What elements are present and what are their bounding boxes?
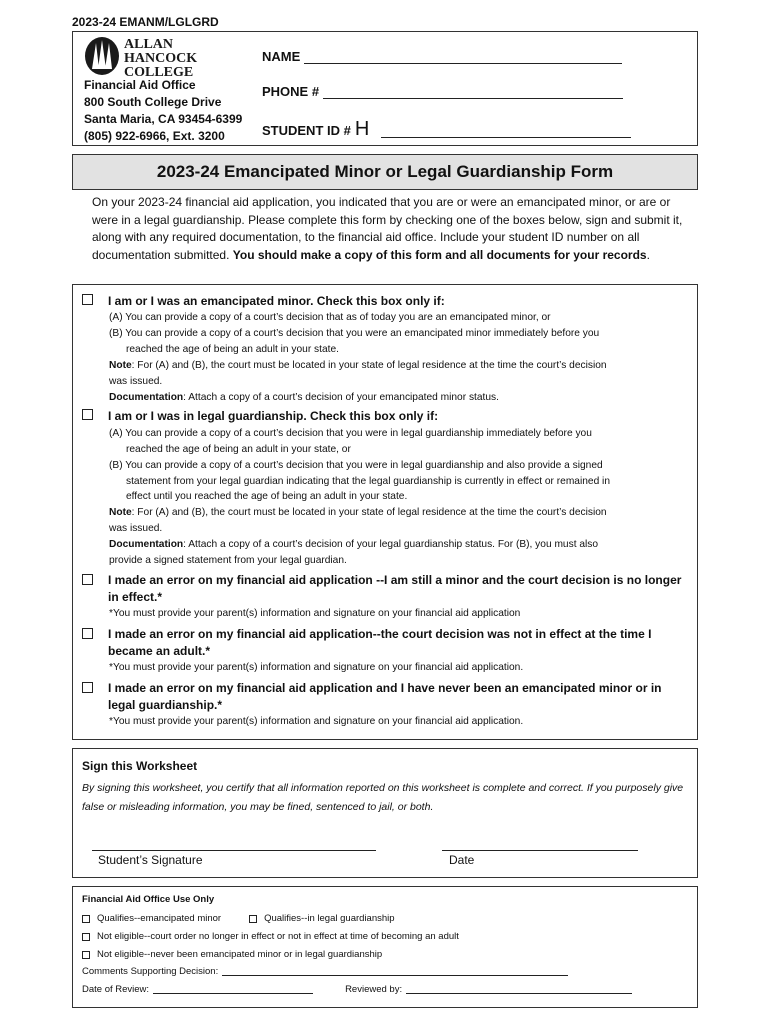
guardianship-b1: (B) You can provide a copy of a court’s decision that you were in legal guardianship and also provide a signed [109, 460, 603, 471]
office-name: Financial Aid Office [84, 78, 196, 92]
logo-mark-icon [85, 37, 119, 75]
note-text: : For (A) and (B), the court must be located in your state of legal residence at the time the court’s decision [131, 360, 607, 371]
error-still-minor-checkbox[interactable] [82, 574, 93, 585]
student-id-field[interactable] [381, 124, 631, 138]
emancipated-title: I am or I was an emancipated minor. Check this box only if: [108, 294, 445, 308]
emancipated-note [109, 358, 693, 374]
comments-label: Comments Supporting Decision: [82, 966, 219, 977]
logo-line-2: HANCOCK [124, 51, 198, 66]
name-label: NAME [262, 49, 301, 64]
error-never-checkbox[interactable] [82, 682, 93, 693]
office-row-not-eligible-2 [82, 949, 382, 960]
emancipated-doc [109, 390, 693, 406]
guardianship-doc [109, 537, 693, 553]
name-field-row [262, 49, 622, 64]
guardianship-b2: statement from your legal guardian indicating that the legal guardianship is currently in effect or remained in [126, 476, 610, 487]
office-row-comments [82, 966, 568, 977]
office-city: Santa Maria, CA 93454-6399 [84, 112, 243, 126]
error-not-in-effect-checkbox[interactable] [82, 628, 93, 639]
office-phone: (805) 922-6966, Ext. 3200 [84, 129, 225, 143]
date-of-review-field[interactable] [153, 985, 313, 994]
error-never-title: I made an error on my financial aid application and I have never been an emancipated minor or in legal guardianship.* [108, 681, 662, 712]
error-never-note: *You must provide your parent(s) information and signature on your financial aid application. [109, 716, 524, 727]
form-code: 2023-24 EMANM/LGLGRD [72, 15, 219, 29]
note-label: Note [109, 507, 132, 518]
not-eligible-never-label: Not eligible--never been emancipated minor or in legal guardianship [97, 949, 383, 960]
emancipated-a: (A) You can provide a copy of a court’s decision that as of today you are an emancipated minor, or [109, 312, 551, 323]
qualifies-guardianship-checkbox[interactable] [249, 915, 257, 923]
sign-title: Sign this Worksheet [82, 759, 198, 773]
student-signature-field[interactable] [92, 850, 376, 851]
qualifies-guardianship-label: Qualifies--in legal guardianship [264, 913, 395, 924]
office-street: 800 South College Drive [84, 95, 222, 109]
phone-field-row [262, 84, 623, 99]
guardianship-doc-cont: provide a signed statement from your legal guardian. [109, 555, 347, 566]
intro-bold: You should make a copy of this form and all documents for your records [232, 247, 647, 262]
office-row-not-eligible-1 [82, 931, 459, 942]
phone-label: PHONE # [262, 84, 320, 99]
office-row-review [82, 984, 632, 995]
not-eligible-never-checkbox[interactable] [82, 951, 90, 959]
intro-end: . [646, 247, 650, 262]
intro-paragraph [92, 194, 692, 264]
date-field[interactable] [442, 850, 638, 851]
emancipated-checkbox[interactable] [82, 294, 93, 305]
guardianship-note-cont: was issued. [109, 523, 163, 534]
emancipated-b1: (B) You can provide a copy of a court’s decision that you were an emancipated minor immediately before you [109, 328, 600, 339]
logo-line-3: COLLEGE [124, 65, 194, 77]
sign-certification: By signing this worksheet, you certify that all information reported on this worksheet is complete and correct. If you purposely give false or misleading information, you may be fined, sentenced to jail, or both. [82, 782, 684, 813]
doc-text: : Attach a copy of a court’s decision of your legal guardianship status. For (B), you must also [183, 539, 599, 550]
name-field[interactable] [304, 50, 622, 64]
phone-field[interactable] [323, 85, 623, 99]
error-not-in-effect-title: I made an error on my financial aid application--the court decision was not in effect at the time I became an adult.* [108, 627, 652, 658]
form-title: 2023-24 Emancipated Minor or Legal Guardianship Form [72, 154, 698, 190]
comments-field[interactable] [222, 967, 568, 976]
office-address [84, 77, 242, 145]
doc-text: : Attach a copy of a court’s decision of your emancipated minor status. [183, 392, 499, 403]
reviewed-by-field[interactable] [406, 985, 632, 994]
guardianship-note [109, 505, 693, 521]
guardianship-a2: reached the age of being an adult in your state, or [126, 444, 351, 455]
note-label: Note [109, 360, 132, 371]
doc-label: Documentation [109, 392, 184, 403]
date-of-review-label: Date of Review: [82, 984, 150, 995]
intro-text: On your 2023-24 financial aid application, you indicated that you are or were an emancipated minor, or are or were in a legal guardianship. Please complete this form by checking one of the boxes below, sign and submit it, along with any required documentation, to the financial aid office. Include your student ID number on all documentation submitted. [92, 195, 683, 262]
error-still-minor-note: *You must provide your parent(s) information and signature on your financial aid application [109, 608, 521, 619]
doc-label: Documentation [109, 539, 184, 550]
qualifies-emancipated-checkbox[interactable] [82, 915, 90, 923]
guardianship-title: I am or I was in legal guardianship. Check this box only if: [108, 409, 439, 423]
student-id-field-row [262, 120, 631, 138]
guardianship-checkbox[interactable] [82, 409, 93, 420]
error-still-minor-title: I made an error on my financial aid application --I am still a minor and the court decision is no longer in effect.* [108, 573, 682, 604]
reviewed-by-label: Reviewed by: [345, 984, 403, 995]
logo-line-1: ALLAN [124, 37, 174, 52]
student-id-label: STUDENT ID # [262, 123, 351, 138]
office-use-title: Financial Aid Office Use Only [82, 894, 215, 905]
not-eligible-court-label: Not eligible--court order no longer in effect or not in effect at time of becoming an adult [97, 931, 459, 942]
emancipated-note-cont: was issued. [109, 376, 163, 387]
error-not-in-effect-note: *You must provide your parent(s) information and signature on your financial aid application. [109, 662, 524, 673]
qualifies-emancipated-label: Qualifies--emancipated minor [97, 913, 222, 924]
note-text: : For (A) and (B), the court must be located in your state of legal residence at the time the court’s decision [131, 507, 607, 518]
college-logo [84, 35, 220, 77]
student-signature-label: Student’s Signature [98, 853, 203, 867]
office-row-qualifies [82, 913, 395, 924]
guardianship-a1: (A) You can provide a copy of a court’s decision that you were in legal guardianship immediately before you [109, 428, 592, 439]
student-id-prefix: H [354, 118, 370, 140]
not-eligible-court-checkbox[interactable] [82, 933, 90, 941]
guardianship-b3: effect until you reached the age of being an adult in your state. [126, 491, 408, 502]
emancipated-b2: reached the age of being an adult in your state. [126, 344, 339, 355]
date-label: Date [449, 853, 475, 867]
